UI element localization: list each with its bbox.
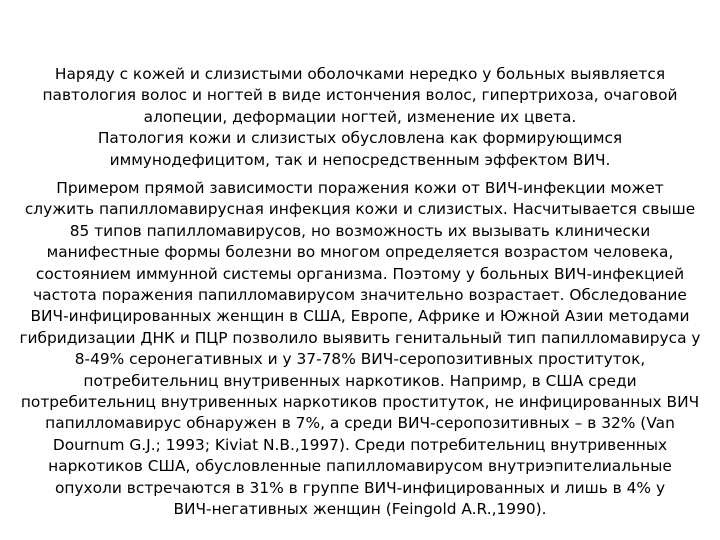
text-line: 8-49% серонегативных и у 37-78% ВИЧ-серопозитивных проституток, bbox=[74, 350, 646, 369]
paragraph-hair-nail-pathology bbox=[6, 64, 714, 171]
text-line: ВИЧ-инфицированных женщин в США, Европе, Африке и Южной Азии методами bbox=[30, 307, 690, 326]
text-line: опухоли встречаются в 31% в группе ВИЧ-инфицированных и лишь в 4% у bbox=[54, 478, 666, 497]
text-line: потребительниц внутривенных наркотиков проституток, не инфицированных ВИЧ bbox=[20, 393, 700, 412]
text-line: Патология кожи и слизистых обусловлена как формирующимся bbox=[97, 129, 623, 148]
text-line: Примером прямой зависимости поражения кожи от ВИЧ-инфекции может bbox=[56, 179, 664, 197]
text-line: Dournum G.J.; 1993; Kiviat N.B.,1997). Среди потребительниц внутривенных bbox=[52, 435, 668, 454]
text-line: павтология волос и ногтей в виде истончения волос, гипертрихоза, очаговой bbox=[42, 86, 678, 105]
text-line: Наряду с кожей и слизистыми оболочками нередко у больных выявляется bbox=[54, 65, 666, 83]
paragraph-papillomavirus bbox=[6, 178, 714, 521]
text-line: ВИЧ-негативных женщин (Feingold A.R.,1990). bbox=[173, 500, 547, 519]
text-line: потребительниц внутривенных наркотиков. Напримр, в США среди bbox=[83, 371, 637, 390]
text-line: наркотиков США, обусловленные папилломавирусом внутриэпителиальные bbox=[48, 457, 672, 476]
text-line: служить папилломавирусная инфекция кожи и слизистых. Насчитывается свыше bbox=[24, 200, 696, 219]
text-line: иммунодефицитом, так и непосредственным эффектом ВИЧ. bbox=[109, 150, 611, 169]
text-line: состоянием иммунной системы организма. Поэтому у больных ВИЧ-инфекцией bbox=[35, 264, 685, 283]
text-line: папилломавирус обнаружен в 7%, а среди ВИЧ-серопозитивных – в 32% (Van bbox=[45, 414, 675, 433]
text-line: частота поражения папилломавирусом значительно возрастает. Обследование bbox=[33, 286, 687, 305]
text-line: алопеции, деформации ногтей, изменение их цвета. bbox=[143, 107, 577, 126]
text-line: манифестные формы болезни во многом определяется возрастом человека, bbox=[46, 243, 674, 262]
text-line: 85 типов папилломавирусов, но возможность их вызывать клинически bbox=[69, 221, 651, 240]
text-line: гибридизации ДНК и ПЦР позволило выявить генитальный тип папилломавируса у bbox=[19, 328, 701, 347]
